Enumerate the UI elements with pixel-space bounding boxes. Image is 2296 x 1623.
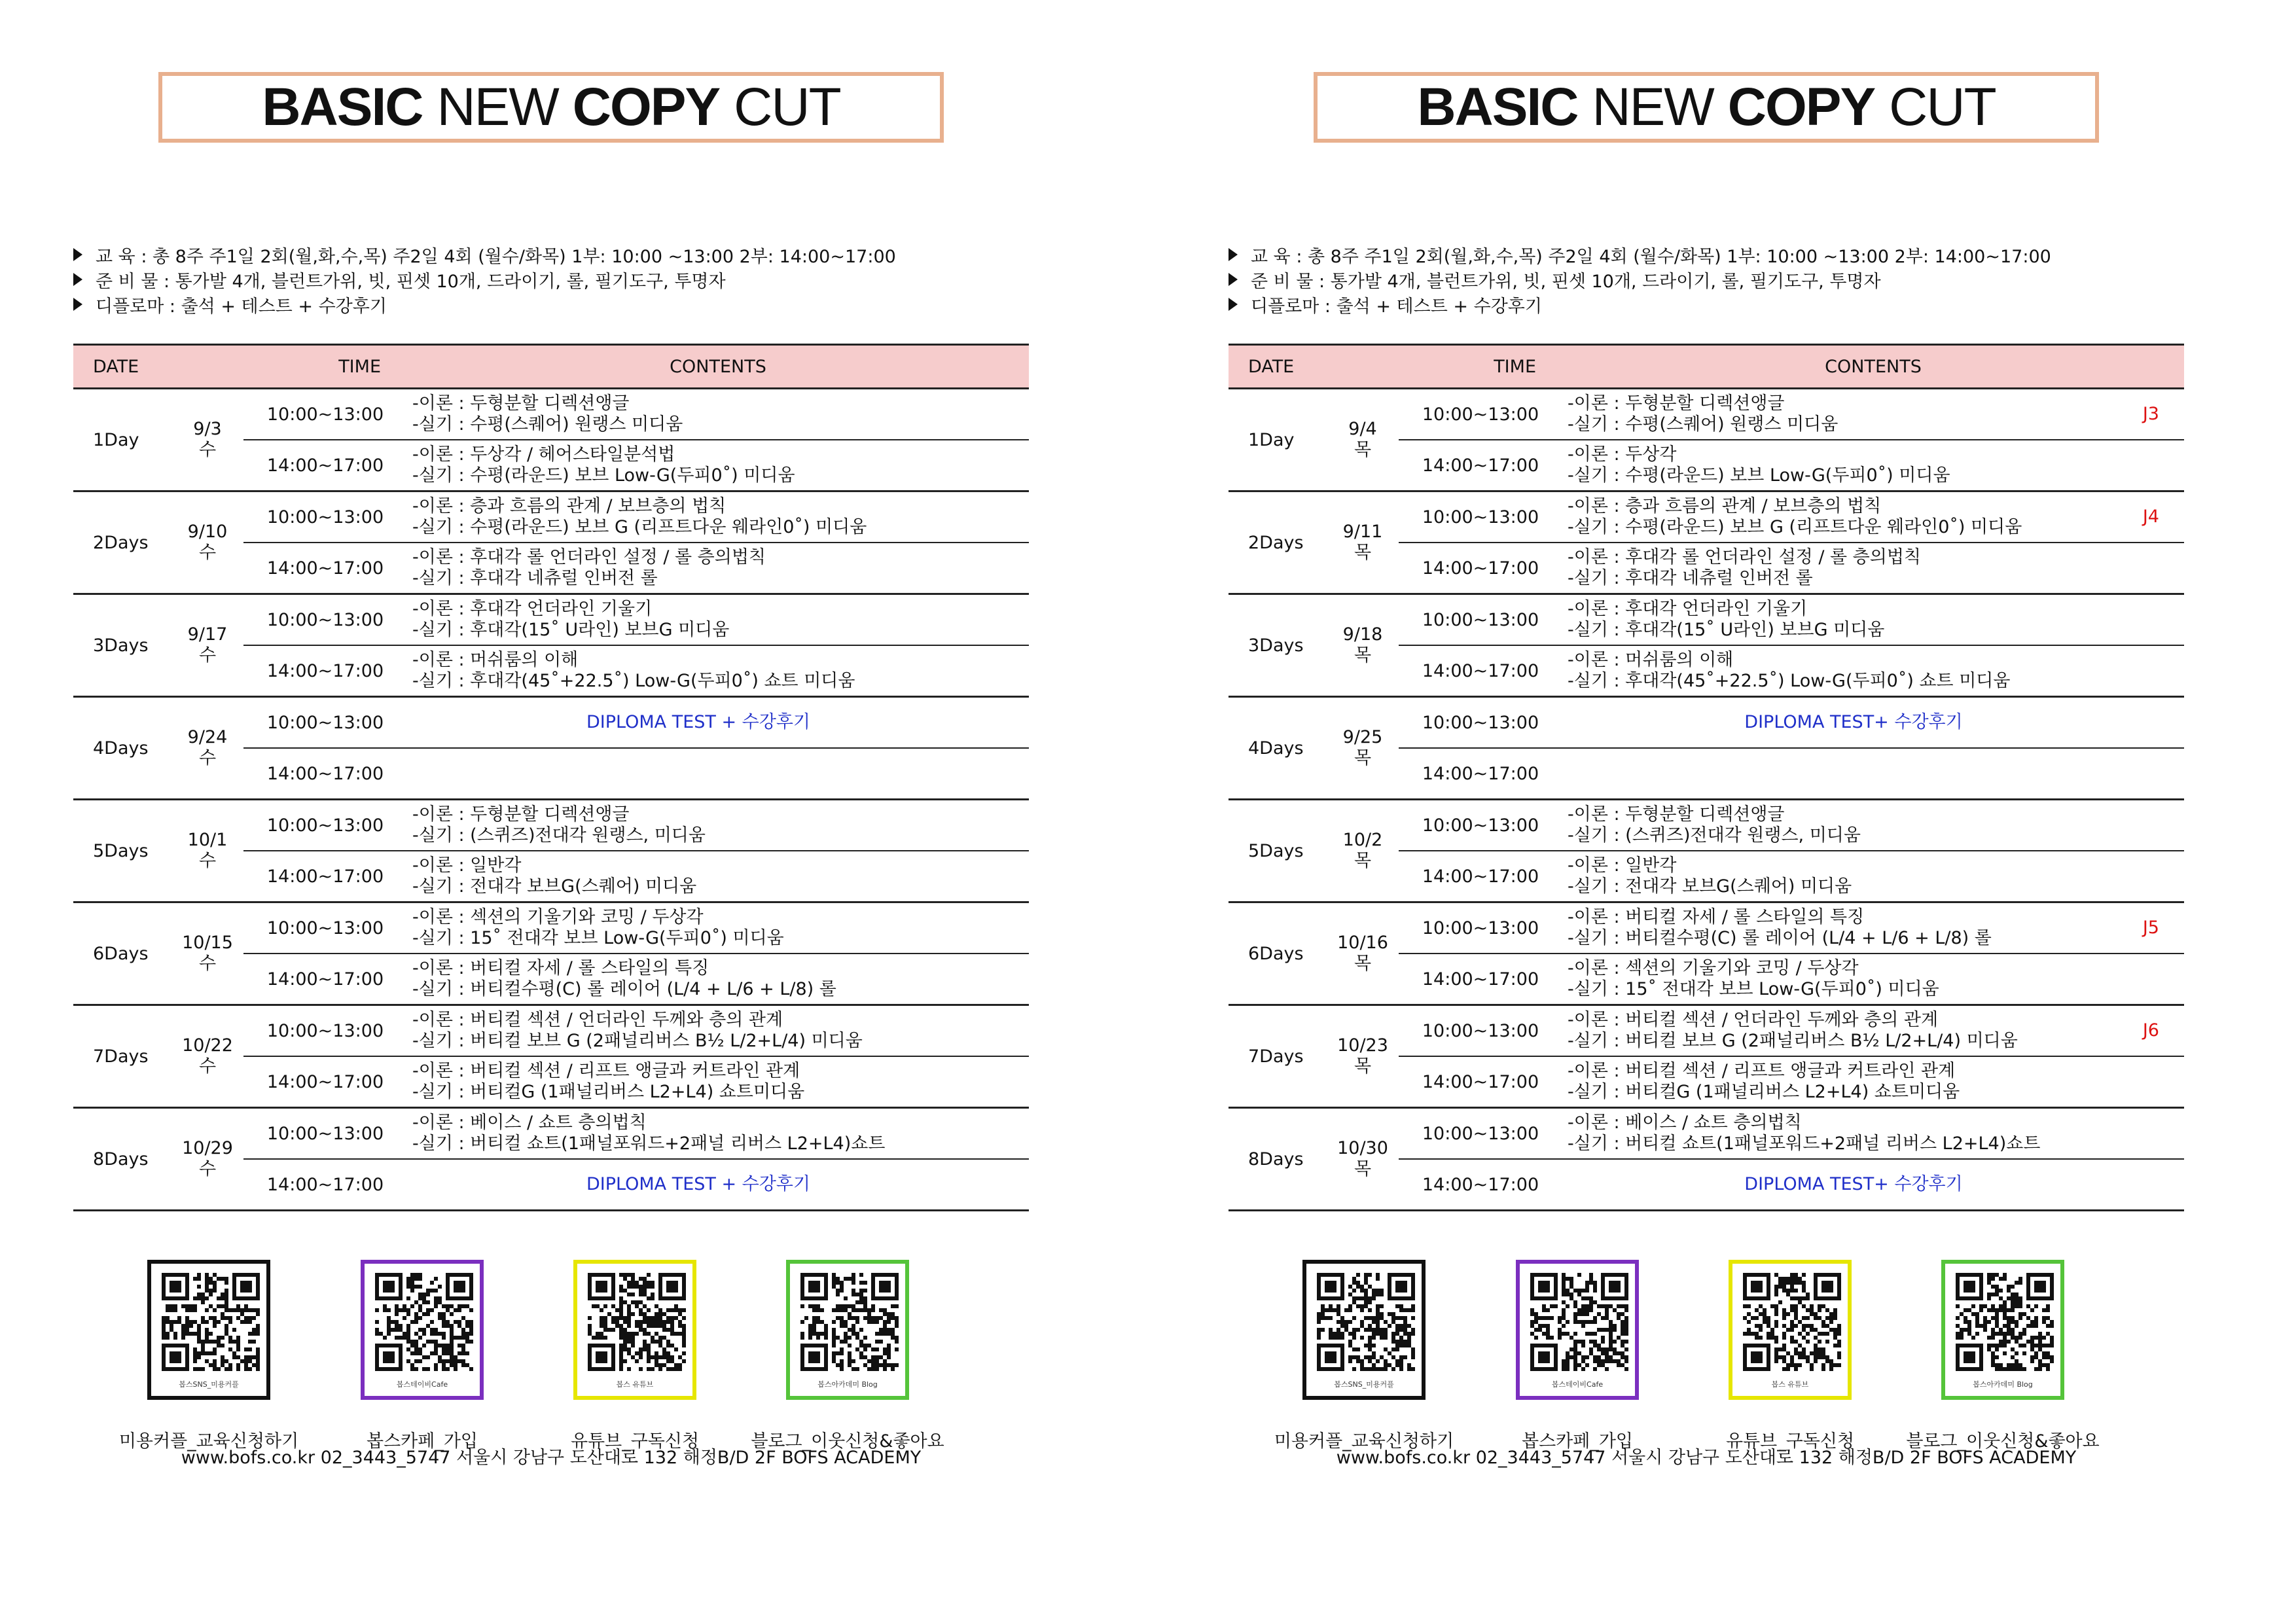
table-row bbox=[73, 697, 1029, 749]
practice-line: -실기 : 후대각 네츄럴 인버전 롤 bbox=[412, 568, 658, 588]
day-label: 4Days bbox=[73, 697, 171, 800]
theory-line: -이론 : 머쉬룸의 이해 bbox=[1568, 650, 1734, 670]
date-cell bbox=[1327, 594, 1399, 697]
session-contents bbox=[1562, 389, 2184, 440]
schedule-table bbox=[1229, 344, 2184, 1211]
qr-link-label[interactable]: 유튜브_구독신청 bbox=[1725, 1431, 1855, 1452]
session-contents bbox=[407, 902, 1029, 954]
time-slot: 10:00~13:00 bbox=[1399, 902, 1562, 954]
theory-line: -이론 : 두형분할 디렉션앵글 bbox=[412, 393, 630, 414]
weekday-value: 목 bbox=[1354, 1159, 1372, 1179]
day-label: 3Days bbox=[1229, 594, 1327, 697]
session-contents bbox=[407, 1005, 1029, 1057]
info-line bbox=[1229, 242, 2184, 267]
date-cell bbox=[1327, 491, 1399, 594]
practice-line: -실기 : 수평(라운드) 보브 Low-G(두피0˚) 미디움 bbox=[1568, 465, 1950, 486]
session-contents bbox=[1562, 594, 2184, 646]
date-value: 9/18 bbox=[1342, 624, 1383, 645]
theory-line: -이론 : 머쉬룸의 이해 bbox=[412, 650, 579, 670]
theory-line: -이론 : 버티컬 자세 / 롤 스타일의 특징 bbox=[1568, 907, 1865, 927]
qr-caption: 봅스테이비Cafe bbox=[396, 1380, 448, 1389]
date-cell bbox=[1327, 1005, 1399, 1108]
course-info bbox=[73, 242, 1029, 317]
bullet-triangle-icon bbox=[73, 248, 82, 261]
time-slot: 14:00~17:00 bbox=[243, 1056, 407, 1108]
info-text: 디플로마 : 출석 + 테스트 + 수강후기 bbox=[96, 296, 387, 317]
qr-code-card[interactable] bbox=[147, 1260, 270, 1400]
time-slot: 14:00~17:00 bbox=[243, 1159, 407, 1211]
theory-line: -이론 : 층과 흐름의 관계 / 보브층의 법칙 bbox=[412, 496, 726, 516]
header-date: DATE bbox=[1229, 345, 1327, 389]
theory-line: -이론 : 두형분할 디렉션앵글 bbox=[1568, 393, 1785, 414]
table-row bbox=[73, 389, 1029, 440]
title-word-cut: CUT bbox=[734, 77, 840, 137]
theory-line: -이론 : 버티컬 섹션 / 언더라인 두께와 층의 관계 bbox=[1568, 1010, 1939, 1030]
day-label: 1Day bbox=[73, 389, 171, 491]
date-value: 9/17 bbox=[187, 624, 228, 645]
theory-line: -이론 : 버티컬 섹션 / 언더라인 두께와 층의 관계 bbox=[412, 1010, 783, 1030]
time-slot: 10:00~13:00 bbox=[243, 697, 407, 749]
theory-line: -이론 : 두상각 bbox=[1568, 444, 1677, 465]
day-label: 4Days bbox=[1229, 697, 1327, 800]
header-time: TIME bbox=[171, 345, 407, 389]
session-contents bbox=[1562, 1005, 2184, 1057]
weekday-value: 목 bbox=[1354, 645, 1372, 666]
date-cell bbox=[171, 800, 243, 902]
qr-link-label[interactable]: 유튜브_구독신청 bbox=[570, 1431, 700, 1452]
time-slot: 14:00~17:00 bbox=[243, 748, 407, 800]
day-label: 8Days bbox=[1229, 1108, 1327, 1211]
info-text: 준 비 물 : 통가발 4개, 블런트가위, 빗, 핀셋 10개, 드라이기, 롤, 필기도구, 투명자 bbox=[96, 271, 726, 292]
session-contents bbox=[407, 491, 1029, 543]
qr-caption: 봅스아카데미 Blog bbox=[1973, 1380, 2033, 1389]
time-slot: 10:00~13:00 bbox=[243, 389, 407, 440]
qr-caption: 봅스 유튜브 bbox=[616, 1380, 654, 1389]
date-value: 10/22 bbox=[182, 1035, 233, 1056]
bullet-triangle-icon bbox=[73, 298, 82, 311]
table-header-row bbox=[73, 345, 1029, 389]
qr-code-icon bbox=[1743, 1273, 1841, 1371]
time-slot: 14:00~17:00 bbox=[1399, 954, 1562, 1005]
theory-line: -이론 : 후대각 롤 언더라인 설정 / 롤 층의법칙 bbox=[412, 547, 766, 567]
level-tag: J4 bbox=[2142, 507, 2159, 527]
info-text: 준 비 물 : 통가발 4개, 블런트가위, 빗, 핀셋 10개, 드라이기, 롤, 필기도구, 투명자 bbox=[1251, 271, 1881, 292]
session-contents bbox=[1562, 800, 2184, 851]
table-row bbox=[1229, 594, 2184, 646]
qr-code-icon bbox=[375, 1273, 473, 1371]
date-cell bbox=[1327, 697, 1399, 800]
practice-line: -실기 : 버티컬수평(C) 롤 레이어 (L/4 + L/6 + L/8) 롤 bbox=[412, 979, 836, 999]
time-slot: 14:00~17:00 bbox=[243, 851, 407, 902]
practice-line: -실기 : 버티컬수평(C) 롤 레이어 (L/4 + L/6 + L/8) 롤 bbox=[1568, 928, 1992, 948]
theory-line: -이론 : 섹션의 기울기와 코밍 / 두상각 bbox=[1568, 958, 1859, 978]
session-contents bbox=[1562, 645, 2184, 697]
info-line bbox=[73, 292, 1029, 317]
theory-line: -이론 : 층과 흐름의 관계 / 보브층의 법칙 bbox=[1568, 496, 1882, 516]
day-label: 7Days bbox=[73, 1005, 171, 1108]
time-slot: 10:00~13:00 bbox=[243, 594, 407, 646]
contact-info: www.bofs.co.kr 02_3443_5747 서울시 강남구 도산대로 132 해정B/D 2F BOFS ACADEMY bbox=[181, 1448, 922, 1468]
header-contents: CONTENTS bbox=[1562, 345, 2184, 389]
title-word-copy: COPY bbox=[1727, 77, 1875, 137]
practice-line: -실기 : 수평(라운드) 보브 Low-G(두피0˚) 미디움 bbox=[412, 465, 795, 486]
title-word-new: NEW bbox=[1592, 77, 1713, 137]
qr-code-card[interactable] bbox=[361, 1260, 484, 1400]
course-info bbox=[1229, 242, 2184, 317]
table-row bbox=[73, 491, 1029, 543]
session-contents bbox=[1562, 902, 2184, 954]
day-label: 3Days bbox=[73, 594, 171, 697]
qr-code-card[interactable] bbox=[1302, 1260, 1426, 1400]
practice-line: -실기 : 15˚ 전대각 보브 Low-G(두피0˚) 미디움 bbox=[1568, 979, 1939, 999]
bullet-triangle-icon bbox=[1229, 273, 1238, 286]
date-value: 9/25 bbox=[1342, 727, 1383, 747]
time-slot: 14:00~17:00 bbox=[243, 954, 407, 1005]
time-slot: 10:00~13:00 bbox=[1399, 800, 1562, 851]
theory-line: -이론 : 버티컬 섹션 / 리프트 앵글과 커트라인 관계 bbox=[412, 1061, 800, 1081]
session-contents bbox=[407, 645, 1029, 697]
info-text: 교 육 : 총 8주 주1일 2회(월,화,수,목) 주2일 4회 (월수/화목) 1부: 10:00 ~13:00 2부: 14:00~17:00 bbox=[96, 246, 896, 267]
table-row bbox=[73, 1005, 1029, 1057]
diploma-notice: DIPLOMA TEST + 수강후기 bbox=[407, 697, 1029, 749]
date-value: 9/24 bbox=[187, 727, 228, 747]
weekday-value: 목 bbox=[1354, 440, 1372, 460]
weekday-value: 목 bbox=[1354, 1056, 1372, 1077]
diploma-notice: DIPLOMA TEST+ 수강후기 bbox=[1562, 1159, 2184, 1211]
info-line bbox=[73, 242, 1029, 267]
practice-line: -실기 : (스퀴즈)전대각 원랭스, 미디움 bbox=[1568, 825, 1861, 846]
qr-code-row bbox=[1229, 1260, 2184, 1469]
qr-caption: 봅스SNS_미용커플 bbox=[1334, 1380, 1394, 1389]
title-word-cut: CUT bbox=[1889, 77, 1996, 137]
weekday-value: 수 bbox=[198, 645, 217, 666]
qr-code-icon bbox=[1317, 1273, 1415, 1371]
session-contents bbox=[1562, 543, 2184, 594]
qr-code-row bbox=[73, 1260, 1029, 1469]
theory-line: -이론 : 일반각 bbox=[412, 855, 522, 876]
date-cell bbox=[171, 1005, 243, 1108]
qr-code-icon bbox=[1530, 1273, 1628, 1371]
date-value: 10/29 bbox=[182, 1138, 233, 1158]
info-text: 교 육 : 총 8주 주1일 2회(월,화,수,목) 주2일 4회 (월수/화목) 1부: 10:00 ~13:00 2부: 14:00~17:00 bbox=[1251, 246, 2051, 267]
practice-line: -실기 : 수평(스퀘어) 원랭스 미디움 bbox=[1568, 414, 1839, 435]
bullet-triangle-icon bbox=[1229, 248, 1238, 261]
date-value: 10/23 bbox=[1337, 1035, 1388, 1056]
session-contents bbox=[1562, 851, 2184, 902]
weekday-value: 목 bbox=[1354, 543, 1372, 563]
time-slot: 10:00~13:00 bbox=[243, 800, 407, 851]
title-word-basic: BASIC bbox=[262, 77, 423, 137]
time-slot: 10:00~13:00 bbox=[243, 1005, 407, 1057]
session-contents bbox=[1562, 1108, 2184, 1160]
time-slot: 14:00~17:00 bbox=[243, 543, 407, 594]
day-label: 2Days bbox=[1229, 491, 1327, 594]
practice-line: -실기 : 후대각 네츄럴 인버전 롤 bbox=[1568, 568, 1813, 588]
practice-line: -실기 : 버티컬G (1패널리버스 L2+L4) 쇼트미디움 bbox=[1568, 1082, 1960, 1102]
day-label: 7Days bbox=[1229, 1005, 1327, 1108]
flyer-title bbox=[158, 72, 944, 143]
session-contents bbox=[407, 1108, 1029, 1160]
weekday-value: 목 bbox=[1354, 748, 1372, 768]
day-label: 6Days bbox=[1229, 902, 1327, 1005]
practice-line: -실기 : 후대각(15˚ U라인) 보브G 미디움 bbox=[1568, 620, 1885, 640]
info-line bbox=[1229, 267, 2184, 292]
weekday-value: 수 bbox=[198, 748, 217, 768]
level-tag: J6 bbox=[2142, 1020, 2159, 1041]
time-slot: 14:00~17:00 bbox=[1399, 645, 1562, 697]
theory-line: -이론 : 버티컬 자세 / 롤 스타일의 특징 bbox=[412, 958, 709, 978]
practice-line: -실기 : 후대각(45˚+22.5˚) Low-G(두피0˚) 쇼트 미디움 bbox=[1568, 671, 2011, 691]
qr-caption: 봅스 유튜브 bbox=[1771, 1380, 1809, 1389]
practice-line: -실기 : 버티컬 보브 G (2패널리버스 B½ L/2+L/4) 미디움 bbox=[1568, 1031, 2018, 1051]
theory-line: -이론 : 두형분할 디렉션앵글 bbox=[412, 804, 630, 825]
weekday-value: 수 bbox=[198, 1056, 217, 1077]
session-contents bbox=[407, 800, 1029, 851]
practice-line: -실기 : 버티컬 보브 G (2패널리버스 B½ L/2+L/4) 미디움 bbox=[412, 1031, 863, 1051]
practice-line: -실기 : 15˚ 전대각 보브 Low-G(두피0˚) 미디움 bbox=[412, 928, 784, 948]
date-cell bbox=[1327, 800, 1399, 902]
title-word-new: NEW bbox=[437, 77, 558, 137]
qr-code-icon bbox=[162, 1273, 260, 1371]
session-contents bbox=[407, 1056, 1029, 1108]
date-cell bbox=[171, 594, 243, 697]
time-slot: 14:00~17:00 bbox=[1399, 543, 1562, 594]
time-slot: 10:00~13:00 bbox=[1399, 697, 1562, 749]
qr-link-label[interactable]: 블로그_이웃신청&좋아요 bbox=[751, 1431, 944, 1452]
date-cell bbox=[171, 389, 243, 491]
practice-line: -실기 : 수평(라운드) 보브 G (리프트다운 웨라인0˚) 미디움 bbox=[412, 517, 867, 537]
session-contents bbox=[407, 594, 1029, 646]
date-value: 10/30 bbox=[1337, 1138, 1388, 1158]
session-contents bbox=[407, 748, 1029, 800]
table-header-row bbox=[1229, 345, 2184, 389]
theory-line: -이론 : 두상각 / 헤어스타일분석법 bbox=[412, 444, 675, 465]
bullet-triangle-icon bbox=[73, 273, 82, 286]
date-value: 10/15 bbox=[182, 933, 233, 953]
practice-line: -실기 : 후대각(45˚+22.5˚) Low-G(두피0˚) 쇼트 미디움 bbox=[412, 671, 855, 691]
diploma-notice: DIPLOMA TEST + 수강후기 bbox=[407, 1159, 1029, 1211]
time-slot: 10:00~13:00 bbox=[1399, 1005, 1562, 1057]
info-line bbox=[73, 267, 1029, 292]
header-contents: CONTENTS bbox=[407, 345, 1029, 389]
weekday-value: 수 bbox=[198, 543, 217, 563]
time-slot: 14:00~17:00 bbox=[1399, 851, 1562, 902]
time-slot: 10:00~13:00 bbox=[243, 1108, 407, 1160]
qr-link-label[interactable]: 봅스카페_가입 bbox=[367, 1431, 478, 1452]
header-date: DATE bbox=[73, 345, 171, 389]
qr-caption: 봅스SNS_미용커플 bbox=[179, 1380, 239, 1389]
table-row bbox=[73, 1108, 1029, 1160]
theory-line: -이론 : 일반각 bbox=[1568, 855, 1677, 876]
weekday-value: 목 bbox=[1354, 954, 1372, 974]
qr-code-card[interactable] bbox=[1729, 1260, 1852, 1400]
table-row bbox=[1229, 1005, 2184, 1057]
table-row bbox=[1229, 1108, 2184, 1160]
practice-line: -실기 : 수평(라운드) 보브 G (리프트다운 웨라인0˚) 미디움 bbox=[1568, 517, 2022, 537]
schedule-table bbox=[73, 344, 1029, 1211]
day-label: 5Days bbox=[1229, 800, 1327, 902]
table-row bbox=[1229, 800, 2184, 851]
table-row bbox=[1229, 697, 2184, 749]
time-slot: 10:00~13:00 bbox=[243, 902, 407, 954]
session-contents bbox=[407, 954, 1029, 1005]
qr-link-label[interactable]: 블로그_이웃신청&좋아요 bbox=[1906, 1431, 2100, 1452]
flyer-left bbox=[73, 0, 1029, 1623]
weekday-value: 수 bbox=[198, 440, 217, 460]
day-label: 6Days bbox=[73, 902, 171, 1005]
time-slot: 10:00~13:00 bbox=[1399, 389, 1562, 440]
time-slot: 14:00~17:00 bbox=[1399, 1159, 1562, 1211]
session-contents bbox=[1562, 1056, 2184, 1108]
session-contents bbox=[407, 851, 1029, 902]
day-label: 5Days bbox=[73, 800, 171, 902]
practice-line: -실기 : 버티컬 쇼트(1패널포워드+2패널 리버스 L2+L4)쇼트 bbox=[1568, 1133, 2041, 1154]
day-label: 2Days bbox=[73, 491, 171, 594]
time-slot: 14:00~17:00 bbox=[1399, 1056, 1562, 1108]
session-contents bbox=[1562, 491, 2184, 543]
date-cell bbox=[171, 697, 243, 800]
info-text: 디플로마 : 출석 + 테스트 + 수강후기 bbox=[1251, 296, 1542, 317]
date-value: 9/10 bbox=[187, 522, 228, 542]
title-word-copy: COPY bbox=[572, 77, 720, 137]
date-cell bbox=[171, 1108, 243, 1211]
theory-line: -이론 : 베이스 / 쇼트 층의법칙 bbox=[412, 1113, 647, 1133]
theory-line: -이론 : 두형분할 디렉션앵글 bbox=[1568, 804, 1785, 825]
date-cell bbox=[1327, 389, 1399, 491]
session-contents bbox=[407, 543, 1029, 594]
table-row bbox=[73, 902, 1029, 954]
date-value: 9/3 bbox=[193, 419, 222, 439]
table-row bbox=[1229, 389, 2184, 440]
table-row bbox=[73, 800, 1029, 851]
date-cell bbox=[1327, 1108, 1399, 1211]
date-value: 9/11 bbox=[1342, 522, 1383, 542]
theory-line: -이론 : 베이스 / 쇼트 층의법칙 bbox=[1568, 1113, 1802, 1133]
theory-line: -이론 : 버티컬 섹션 / 리프트 앵글과 커트라인 관계 bbox=[1568, 1061, 1956, 1081]
theory-line: -이론 : 후대각 언더라인 기울기 bbox=[412, 599, 653, 619]
practice-line: -실기 : (스퀴즈)전대각 원랭스, 미디움 bbox=[412, 825, 706, 846]
time-slot: 14:00~17:00 bbox=[1399, 748, 1562, 800]
date-cell bbox=[171, 491, 243, 594]
date-value: 10/1 bbox=[187, 830, 228, 850]
time-slot: 10:00~13:00 bbox=[1399, 1108, 1562, 1160]
day-label: 1Day bbox=[1229, 389, 1327, 491]
weekday-value: 수 bbox=[198, 1159, 217, 1179]
session-contents bbox=[1562, 748, 2184, 800]
qr-code-icon bbox=[800, 1273, 899, 1371]
table-row bbox=[1229, 491, 2184, 543]
info-line bbox=[1229, 292, 2184, 317]
practice-line: -실기 : 전대각 보브G(스퀘어) 미디움 bbox=[412, 876, 697, 897]
date-value: 10/2 bbox=[1342, 830, 1383, 850]
weekday-value: 수 bbox=[198, 851, 217, 871]
practice-line: -실기 : 버티컬 쇼트(1패널포워드+2패널 리버스 L2+L4)쇼트 bbox=[412, 1133, 886, 1154]
qr-code-icon bbox=[588, 1273, 686, 1371]
time-slot: 14:00~17:00 bbox=[243, 645, 407, 697]
time-slot: 10:00~13:00 bbox=[1399, 491, 1562, 543]
qr-caption: 봅스테이비Cafe bbox=[1551, 1380, 1604, 1389]
qr-code-icon bbox=[1956, 1273, 2054, 1371]
time-slot: 10:00~13:00 bbox=[243, 491, 407, 543]
qr-code-card[interactable] bbox=[1516, 1260, 1639, 1400]
qr-code-card[interactable] bbox=[573, 1260, 696, 1400]
flyer-right bbox=[1229, 0, 2184, 1623]
table-row bbox=[73, 594, 1029, 646]
time-slot: 10:00~13:00 bbox=[1399, 594, 1562, 646]
contact-info: www.bofs.co.kr 02_3443_5747 서울시 강남구 도산대로 132 해정B/D 2F BOFS ACADEMY bbox=[1336, 1448, 2077, 1468]
practice-line: -실기 : 버티컬G (1패널리버스 L2+L4) 쇼트미디움 bbox=[412, 1082, 805, 1102]
header-time: TIME bbox=[1327, 345, 1562, 389]
diploma-notice: DIPLOMA TEST+ 수강후기 bbox=[1562, 697, 2184, 749]
weekday-value: 목 bbox=[1354, 851, 1372, 871]
session-contents bbox=[407, 389, 1029, 440]
qr-link-label[interactable]: 봅스카페_가입 bbox=[1522, 1431, 1633, 1452]
qr-caption: 봅스아카데미 Blog bbox=[817, 1380, 878, 1389]
title-word-basic: BASIC bbox=[1417, 77, 1578, 137]
session-contents bbox=[407, 440, 1029, 491]
theory-line: -이론 : 섹션의 기울기와 코밍 / 두상각 bbox=[412, 907, 704, 927]
table-row bbox=[1229, 902, 2184, 954]
day-label: 8Days bbox=[73, 1108, 171, 1211]
date-value: 10/16 bbox=[1337, 933, 1388, 953]
weekday-value: 수 bbox=[198, 954, 217, 974]
theory-line: -이론 : 후대각 언더라인 기울기 bbox=[1568, 599, 1808, 619]
flyer-title bbox=[1314, 72, 2099, 143]
date-value: 9/4 bbox=[1348, 419, 1377, 439]
qr-code-card[interactable] bbox=[1941, 1260, 2064, 1400]
level-tag: J3 bbox=[2142, 404, 2159, 424]
theory-line: -이론 : 후대각 롤 언더라인 설정 / 롤 층의법칙 bbox=[1568, 547, 1921, 567]
practice-line: -실기 : 수평(스퀘어) 원랭스 미디움 bbox=[412, 414, 683, 435]
qr-code-card[interactable] bbox=[786, 1260, 909, 1400]
practice-line: -실기 : 전대각 보브G(스퀘어) 미디움 bbox=[1568, 876, 1852, 897]
bullet-triangle-icon bbox=[1229, 298, 1238, 311]
practice-line: -실기 : 후대각(15˚ U라인) 보브G 미디움 bbox=[412, 620, 730, 640]
level-tag: J5 bbox=[2142, 918, 2159, 938]
session-contents bbox=[1562, 440, 2184, 491]
session-contents bbox=[1562, 954, 2184, 1005]
date-cell bbox=[1327, 902, 1399, 1005]
time-slot: 14:00~17:00 bbox=[1399, 440, 1562, 491]
date-cell bbox=[171, 902, 243, 1005]
qr-link-label[interactable]: 미용커플_교육신청하기 bbox=[118, 1431, 299, 1452]
time-slot: 14:00~17:00 bbox=[243, 440, 407, 491]
qr-link-label[interactable]: 미용커플_교육신청하기 bbox=[1274, 1431, 1454, 1452]
